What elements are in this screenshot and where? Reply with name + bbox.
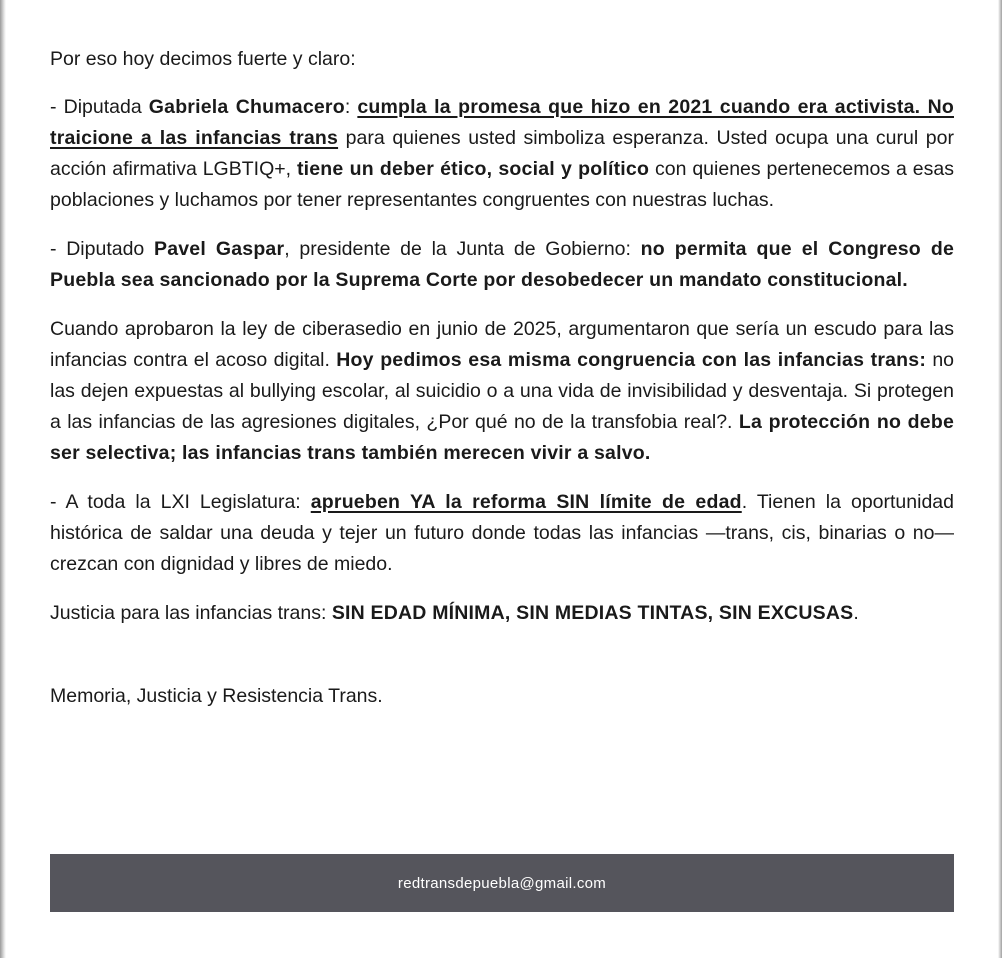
text-segment: - Diputada [50,96,149,118]
paragraph-gaspar [50,234,954,296]
document-body [50,44,954,712]
demand-gaspar: no permita que el Congreso de Puebla sea sancionado por la Suprema Corte por desobedecer un mandato constitucional. [50,238,954,291]
text-segment: con quienes pertenecemos a esas poblaciones y luchamos por tener representantes congruentes con nuestras luchas. [50,158,954,211]
paragraph-chumacero [50,92,954,216]
text-segment: - Diputado [50,238,154,260]
intro-paragraph: Por eso hoy decimos fuerte y claro: [50,48,356,70]
name-gaspar: Pavel Gaspar [153,238,285,260]
text-segment: . [853,602,859,624]
slogan: SIN EDAD MÍNIMA, SIN MEDIAS TINTAS, SIN EXCUSAS [331,602,854,624]
name-chumacero: Gabriela Chumacero [148,96,345,118]
text-segment: Justicia para las infancias trans: [50,602,332,624]
duty-statement: tiene un deber ético, social y político [296,158,650,180]
demand-chumacero-underline: cumpla la promesa que hizo en 2021 cuando era activista. No traicione a las infancias trans [50,96,954,149]
paragraph-justicia [50,598,954,629]
text-segment: - A toda la LXI Legislatura: [50,491,311,513]
text-segment: . Tienen la oportunidad histórica de saldar una deuda y tejer un futuro donde todas las infancias —trans, cis, binarias o no— crezcan con dignidad y libres de miedo. [50,491,954,575]
paragraph-ciberasedio [50,314,954,469]
footer-email[interactable]: redtransdepuebla@gmail.com [397,874,607,892]
text-segment: para quienes usted simboliza esperanza. Usted ocupa una curul por acción afirmativa LGBTIQ+, [50,127,954,180]
paragraph-legislatura [50,487,954,580]
demand-legislatura [311,491,742,513]
demand-legislatura-underline: aprueben YA la reforma SIN límite de edad [310,491,742,513]
text-segment: no las dejen expuestas al bullying escolar, al suicidio o a una vida de invisibilidad y desventaja. Si protegen a las infancias de las agresiones digitales, ¿Por qué no de la transfobia real?. [50,349,955,433]
text-segment: : [344,96,358,118]
page-edge-left [0,0,6,958]
footer-bar [50,854,954,912]
closing-line: Memoria, Justicia y Resistencia Trans. [50,685,383,707]
congruence-demand: Hoy pedimos esa misma congruencia con las infancias trans: [336,349,927,371]
protection-statement: La protección no debe ser selectiva; las infancias trans también merecen vivir a salvo. [50,411,954,464]
page-edge-right [998,0,1002,958]
text-segment: Cuando aprobaron la ley de ciberasedio en junio de 2025, argumentaron que sería un escudo para las infancias contra el acoso digital. [50,318,954,371]
text-segment: , presidente de la Junta de Gobierno: [284,238,641,260]
